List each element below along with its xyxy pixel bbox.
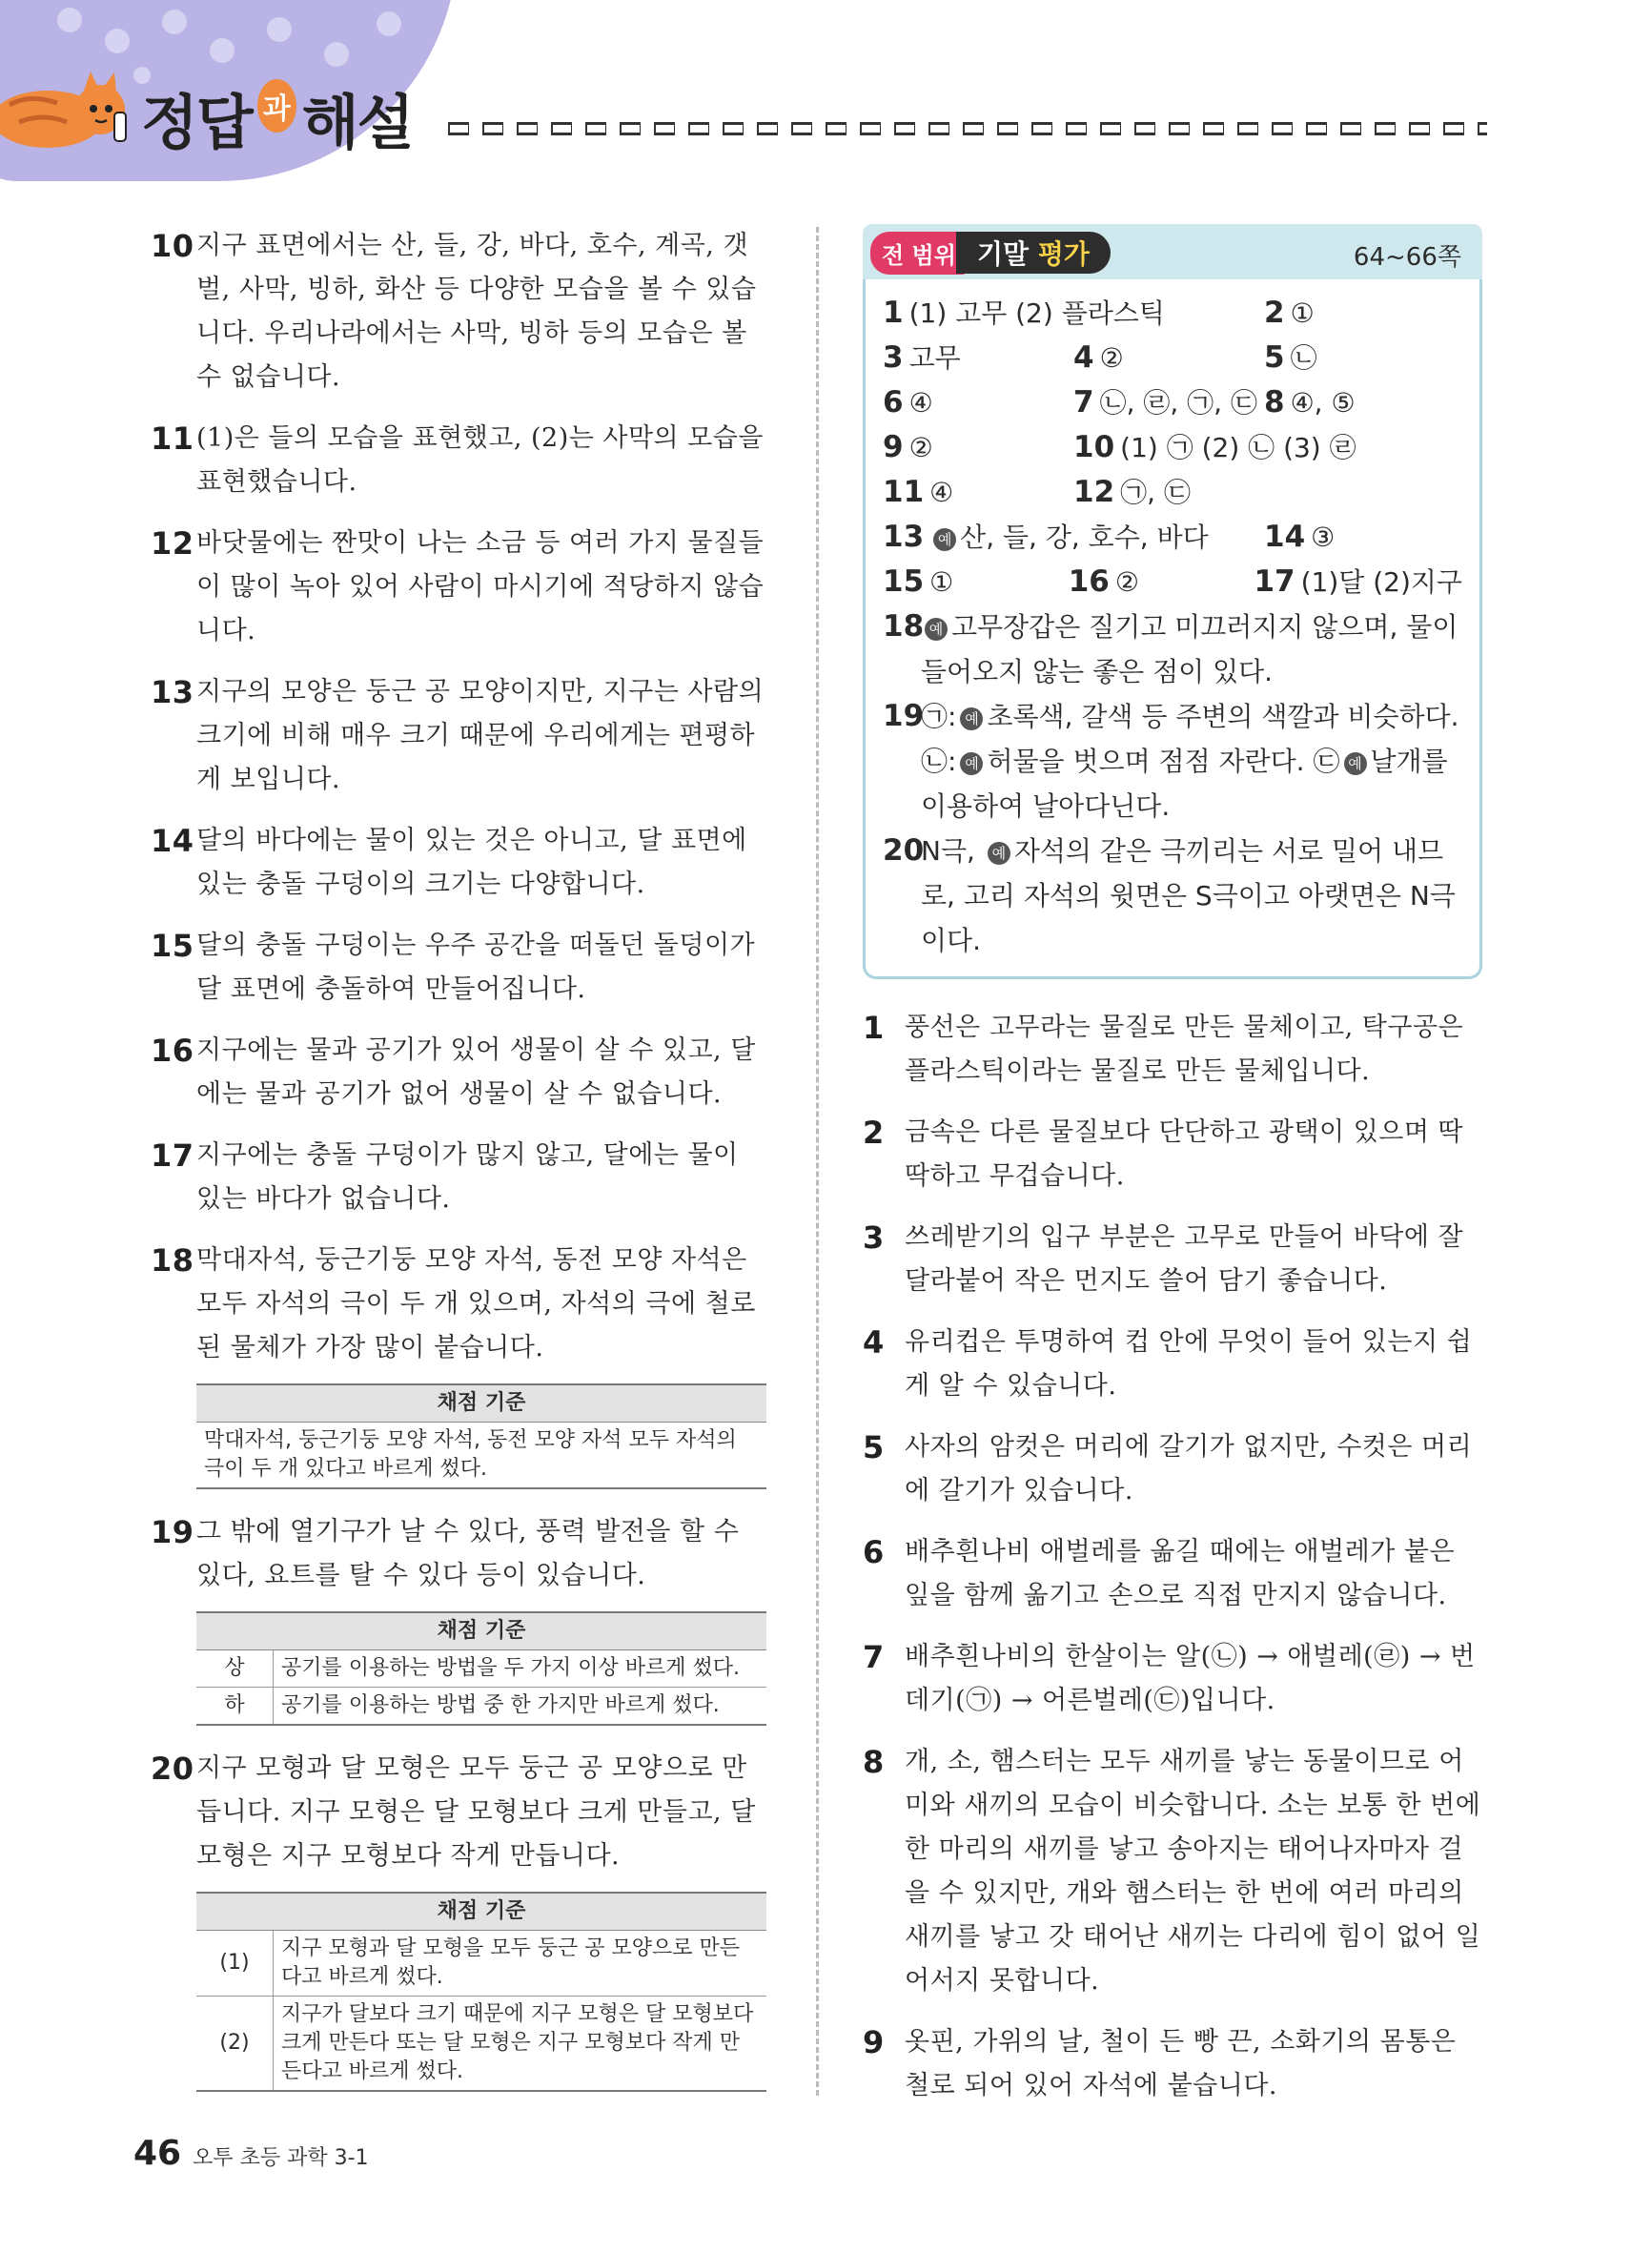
answer-row <box>883 515 1462 560</box>
exam-title-tag <box>956 232 1111 274</box>
grading-header: 채점 기준 <box>196 1893 766 1931</box>
explanation-item-10: 10 지구 표면에서는 산, 들, 강, 바다, 호수, 계곡, 갯벌, 사막, 빙하, 화산 등 다양한 모습을 볼 수 있습니다. 우리나라에서는 사막, 빙하 등의 모습은 볼 수 없습니다. <box>151 228 757 392</box>
explanation-item-12: 12 바닷물에는 짠맛이 나는 소금 등 여러 가지 물질들이 많이 녹아 있어 사람이 마시기에 적당하지 않습니다. <box>151 525 765 645</box>
explanation-item-15: 15 달의 충돌 구덩이는 우주 공간을 떠돌던 돌덩이가 달 표면에 충돌하여 만들어집니다. <box>151 928 756 1004</box>
page-number: 46 <box>133 2134 182 2173</box>
answer-row <box>883 560 1462 604</box>
answer-row <box>883 336 1462 380</box>
example-mark-icon: 예 <box>988 842 1010 865</box>
title-part1: 정답 <box>141 87 252 157</box>
answer-14: 14 ③ <box>1264 520 1336 554</box>
answer-1: 1 (1) 고무 (2) 플라스틱 <box>883 296 1165 330</box>
answer-16: 16 ② <box>1068 564 1139 599</box>
answer-20: 20 N극, 예 자석의 같은 극끼리는 서로 밀어 내므로, 고리 자석의 윗면은 S극이고 아랫면은 N극이다. <box>883 833 1456 956</box>
explanation-item-5: 5 사자의 암컷은 머리에 갈기가 없지만, 수컷은 머리에 갈기가 있습니다. <box>863 1429 1473 1505</box>
example-mark-icon: 예 <box>933 528 956 551</box>
answer-row <box>883 291 1462 336</box>
answer-6: 6 ④ <box>883 385 933 420</box>
answer-7: 7 ㉡, ㉣, ㉠, ㉢ <box>1073 385 1257 420</box>
grading-table-18 <box>196 1383 766 1489</box>
answer-8: 8 ④, ⑤ <box>1264 385 1356 420</box>
grading-header: 채점 기준 <box>196 1612 766 1650</box>
page-range: 64~66쪽 <box>1353 243 1461 272</box>
page-title <box>141 74 413 160</box>
explanation-item-14: 14 달의 바다에는 물이 있는 것은 아니고, 달 표면에 있는 충돌 구덩이의 크기는 다양합니다. <box>151 823 747 899</box>
title-part2: 해설 <box>301 87 413 157</box>
answer-12: 12 ㉠, ㉢ <box>1073 475 1191 509</box>
answer-17: 17 (1)달 (2)지구 <box>1254 564 1462 599</box>
explanation-item-18: 18 막대자석, 둥근기둥 모양 자석, 동전 모양 자석은 모두 자석의 극이 두 개 있으며, 자석의 극에 철로 된 물체가 가장 많이 붙습니다. <box>151 1242 756 1362</box>
exam-title-a: 기말 <box>977 238 1030 270</box>
explanation-item-19: 19 그 밖에 열기구가 날 수 있다, 풍력 발전을 할 수 있다, 요트를 탈 수 있다 등이 있습니다. <box>151 1514 740 1590</box>
example-mark-icon: 예 <box>1344 752 1367 775</box>
range-tag: 전 범위 <box>870 232 968 275</box>
explanation-item-20: 20 지구 모형과 달 모형은 모두 둥근 공 모양으로 만듭니다. 지구 모형은 달 모형보다 크게 만들고, 달 모형은 지구 모형보다 작게 만듭니다. <box>151 1751 756 1871</box>
answer-13: 13 예 산, 들, 강, 호수, 바다 <box>883 520 1209 554</box>
example-mark-icon: 예 <box>925 618 948 641</box>
header-dashed-rule <box>448 122 1487 135</box>
answer-box <box>863 279 1482 979</box>
exam-title-b: 평가 <box>1037 238 1090 270</box>
explanation-item-17: 17 지구에는 충돌 구덩이가 많지 않고, 달에는 물이 있는 바다가 없습니다. <box>151 1137 739 1214</box>
explanation-item-9: 9 옷핀, 가위의 날, 철이 든 빵 끈, 소화기의 몸통은 철로 되어 있어 자석에 붙습니다. <box>863 2024 1457 2100</box>
grading-criterion: 지구가 달보다 크기 때문에 지구 모형은 달 모형보다 크게 만든다 또는 달 모형은 지구 모형보다 작게 만든다고 바르게 썼다. <box>274 1997 767 2092</box>
explanation-item-3: 3 쓰레받기의 입구 부분은 고무로 만들어 바닥에 잘 달라붙어 작은 먼지도 쓸어 담기 좋습니다. <box>863 1219 1464 1296</box>
explanation-item-4: 4 유리컵은 투명하여 컵 안에 무엇이 들어 있는지 쉽게 알 수 있습니다. <box>863 1324 1473 1401</box>
answer-15: 15 ① <box>883 564 954 599</box>
left-column <box>151 224 770 2113</box>
explanation-item-7: 7 배추흰나비의 한살이는 알(㉡) → 애벌레(㉣) → 번데기(㉠) → 어른벌레(㉢)입니다. <box>863 1639 1476 1715</box>
answer-row <box>883 470 1462 515</box>
explanation-item-8: 8 개, 소, 햄스터는 모두 새끼를 낳는 동물이므로 어미와 새끼의 모습이 비슷합니다. 소는 보통 한 번에 한 마리의 새끼를 낳고 송아지는 태어나자마자 걸을 수 있지만, 개와 햄스터는 한 번에 여러 마리의 새끼를 낳고 갓 태어난 새끼는 다리에 힘이 없어 일어서지 못합니다. <box>863 1744 1481 1996</box>
explanation-item-1: 1 풍선은 고무라는 물질로 만든 물체이고, 탁구공은 플라스틱이라는 물질로 만든 물체입니다. <box>863 1010 1464 1086</box>
explanation-item-16: 16 지구에는 물과 공기가 있어 생물이 살 수 있고, 달에는 물과 공기가 없어 생물이 살 수 없습니다. <box>151 1033 756 1109</box>
answer-18: 18 예 고무장갑은 질기고 미끄러지지 않으며, 물이 들어오지 않는 좋은 점이 있다. <box>883 609 1458 687</box>
explanation-item-13: 13 지구의 모양은 둥근 공 모양이지만, 지구는 사람의 크기에 비해 매우 크기 때문에 우리에게는 편평하게 보입니다. <box>151 674 765 794</box>
book-title: 오투 초등 과학 3-1 <box>193 2146 369 2170</box>
answer-2: 2 ① <box>1264 296 1315 330</box>
page-footer <box>133 2134 369 2173</box>
grading-criterion: 막대자석, 둥근기둥 모양 자석, 동전 모양 자석 모두 자석의 극이 두 개 있다고 바르게 썼다. <box>196 1423 766 1489</box>
title-connector: 과 <box>257 79 296 133</box>
explanation-item-6: 6 배추흰나비 애벌레를 옮길 때에는 애벌레가 붙은 잎을 함께 옮기고 손으로 직접 만지지 않습니다. <box>863 1534 1456 1610</box>
grading-level: 하 <box>196 1688 274 1726</box>
right-column <box>863 224 1482 2125</box>
answer-row <box>883 380 1462 425</box>
grading-header: 채점 기준 <box>196 1384 766 1423</box>
answer-5: 5 ㉡ <box>1264 340 1317 375</box>
answer-9: 9 ② <box>883 430 933 464</box>
grading-table-20 <box>196 1892 766 2092</box>
answer-10: 10 (1) ㉠ (2) ㉡ (3) ㉣ <box>1073 430 1356 464</box>
explanation-item-11: 11 (1)은 들의 모습을 표현했고, (2)는 사막의 모습을 표현했습니다. <box>151 420 764 497</box>
grading-level: (1) <box>196 1931 274 1997</box>
answer-3: 3 고무 <box>883 340 961 375</box>
grading-criterion: 공기를 이용하는 방법 중 한 가지만 바르게 썼다. <box>274 1688 767 1726</box>
answer-row <box>883 425 1462 470</box>
grading-table-19 <box>196 1611 766 1726</box>
answer-4: 4 ② <box>1073 340 1124 375</box>
answer-11: 11 ④ <box>883 475 954 509</box>
grading-level: (2) <box>196 1997 274 2092</box>
grading-criterion: 공기를 이용하는 방법을 두 가지 이상 바르게 썼다. <box>274 1650 767 1688</box>
example-mark-icon: 예 <box>960 707 983 730</box>
answer-19: 19 ㉠: 예 초록색, 갈색 등 주변의 색깔과 비슷하다. ㉡: 예 허물을 벗으며 점점 자란다. ㉢ 예 날개를 이용하여 날아다닌다. <box>883 699 1459 822</box>
column-divider <box>816 227 819 2096</box>
grading-level: 상 <box>196 1650 274 1688</box>
cat-mascot-icon <box>0 67 129 148</box>
answer-box-header <box>863 224 1482 279</box>
grading-criterion: 지구 모형과 달 모형을 모두 둥근 공 모양으로 만든다고 바르게 썼다. <box>274 1931 767 1997</box>
explanation-item-2: 2 금속은 다른 물질보다 단단하고 광택이 있으며 딱딱하고 무겁습니다. <box>863 1115 1464 1191</box>
example-mark-icon: 예 <box>960 752 983 775</box>
